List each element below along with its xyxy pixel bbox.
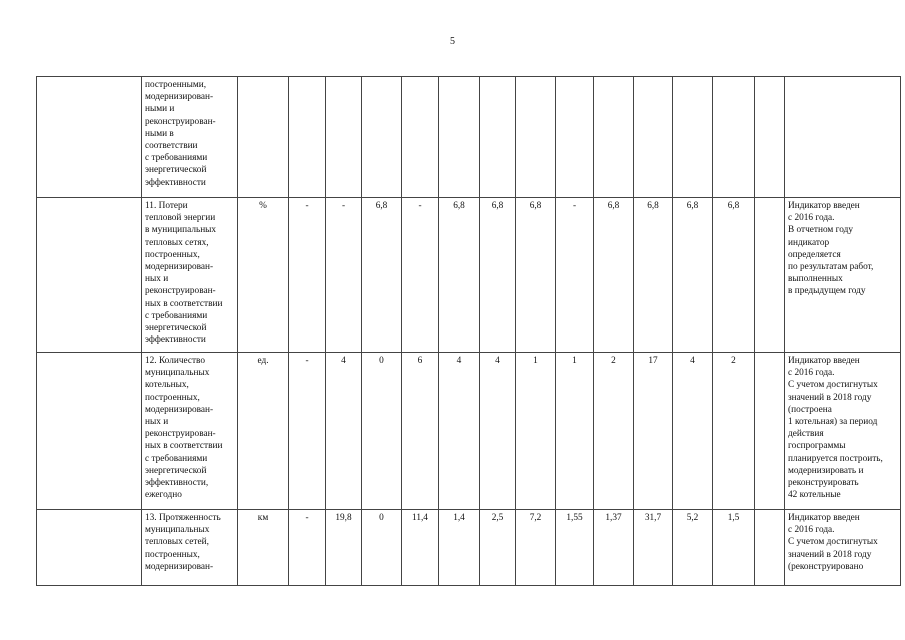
value-cell <box>480 77 516 198</box>
value-cell <box>755 510 785 586</box>
value-cell: 0 <box>362 510 402 586</box>
value-cell: 1,5 <box>713 510 755 586</box>
value-cell <box>755 353 785 510</box>
value-cell <box>402 77 439 198</box>
value-cell: 5,2 <box>673 510 713 586</box>
table-row <box>37 353 901 510</box>
value-cell: - <box>289 198 326 353</box>
value-cell: 6,8 <box>594 198 634 353</box>
value-cell: 6,8 <box>439 198 480 353</box>
value-cell: 6,8 <box>480 198 516 353</box>
value-cell: 6,8 <box>634 198 673 353</box>
value-cell <box>634 77 673 198</box>
value-cell: 31,7 <box>634 510 673 586</box>
blank-cell <box>37 353 142 510</box>
indicator-table <box>36 76 901 586</box>
value-cell: 2 <box>713 353 755 510</box>
value-cell <box>362 77 402 198</box>
value-cell: 2 <box>594 353 634 510</box>
indicator-name: 11. Потери тепловой энергии в муниципальных тепловых сетях, построенных, модернизирован- ных и реконструирован- ных в соответствии с требованиями энергетической эффективности <box>142 198 238 353</box>
value-cell: 6,8 <box>713 198 755 353</box>
value-cell: 4 <box>326 353 362 510</box>
unit-cell: км <box>238 510 289 586</box>
value-cell <box>326 77 362 198</box>
value-cell: 4 <box>439 353 480 510</box>
indicator-name: 13. Протяженность муниципальных тепловых сетей, построенных, модернизирован- <box>142 510 238 586</box>
value-cell <box>516 77 556 198</box>
value-cell: 1 <box>556 353 594 510</box>
value-cell: 0 <box>362 353 402 510</box>
indicator-name: построенными, модернизирован- ными и реконструирован- ными в соответствии с требованиями энергетической эффективности <box>142 77 238 198</box>
value-cell: 6 <box>402 353 439 510</box>
value-cell: 6,8 <box>516 198 556 353</box>
value-cell: 4 <box>480 353 516 510</box>
value-cell: 4 <box>673 353 713 510</box>
page-number: 5 <box>450 36 455 47</box>
value-cell: 1 <box>516 353 556 510</box>
unit-cell <box>238 77 289 198</box>
value-cell <box>713 77 755 198</box>
value-cell: - <box>289 510 326 586</box>
value-cell <box>594 77 634 198</box>
value-cell <box>439 77 480 198</box>
value-cell: 19,8 <box>326 510 362 586</box>
value-cell: - <box>402 198 439 353</box>
value-cell: - <box>556 198 594 353</box>
note-cell <box>785 77 901 198</box>
value-cell: 2,5 <box>480 510 516 586</box>
value-cell: 17 <box>634 353 673 510</box>
table-row <box>37 198 901 353</box>
value-cell <box>755 77 785 198</box>
value-cell <box>755 198 785 353</box>
table-row <box>37 77 901 198</box>
note-cell: Индикатор введен с 2016 года. С учетом достигнутых значений в 2018 году (реконструировано <box>785 510 901 586</box>
value-cell <box>289 77 326 198</box>
blank-cell <box>37 510 142 586</box>
value-cell: 6,8 <box>362 198 402 353</box>
value-cell: 1,4 <box>439 510 480 586</box>
indicator-name: 12. Количество муниципальных котельных, построенных, модернизирован- ных и реконструирован- ных в соответствии с требованиями энергетической эффективности, ежегодно <box>142 353 238 510</box>
unit-cell: ед. <box>238 353 289 510</box>
note-cell: Индикатор введен с 2016 года. С учетом достигнутых значений в 2018 году (построена 1 котельная) за период действия госпрограммы планируется построить, модернизировать и реконструировать 42 котельные <box>785 353 901 510</box>
value-cell: 11,4 <box>402 510 439 586</box>
blank-cell <box>37 77 142 198</box>
value-cell: - <box>289 353 326 510</box>
note-cell: Индикатор введен с 2016 года. В отчетном году индикатор определяется по результатам работ, выполненных в предыдущем году <box>785 198 901 353</box>
value-cell: 6,8 <box>673 198 713 353</box>
value-cell: 7,2 <box>516 510 556 586</box>
value-cell <box>556 77 594 198</box>
value-cell <box>673 77 713 198</box>
blank-cell <box>37 198 142 353</box>
table-row <box>37 510 901 586</box>
unit-cell: % <box>238 198 289 353</box>
value-cell: 1,55 <box>556 510 594 586</box>
value-cell: 1,37 <box>594 510 634 586</box>
value-cell: - <box>326 198 362 353</box>
